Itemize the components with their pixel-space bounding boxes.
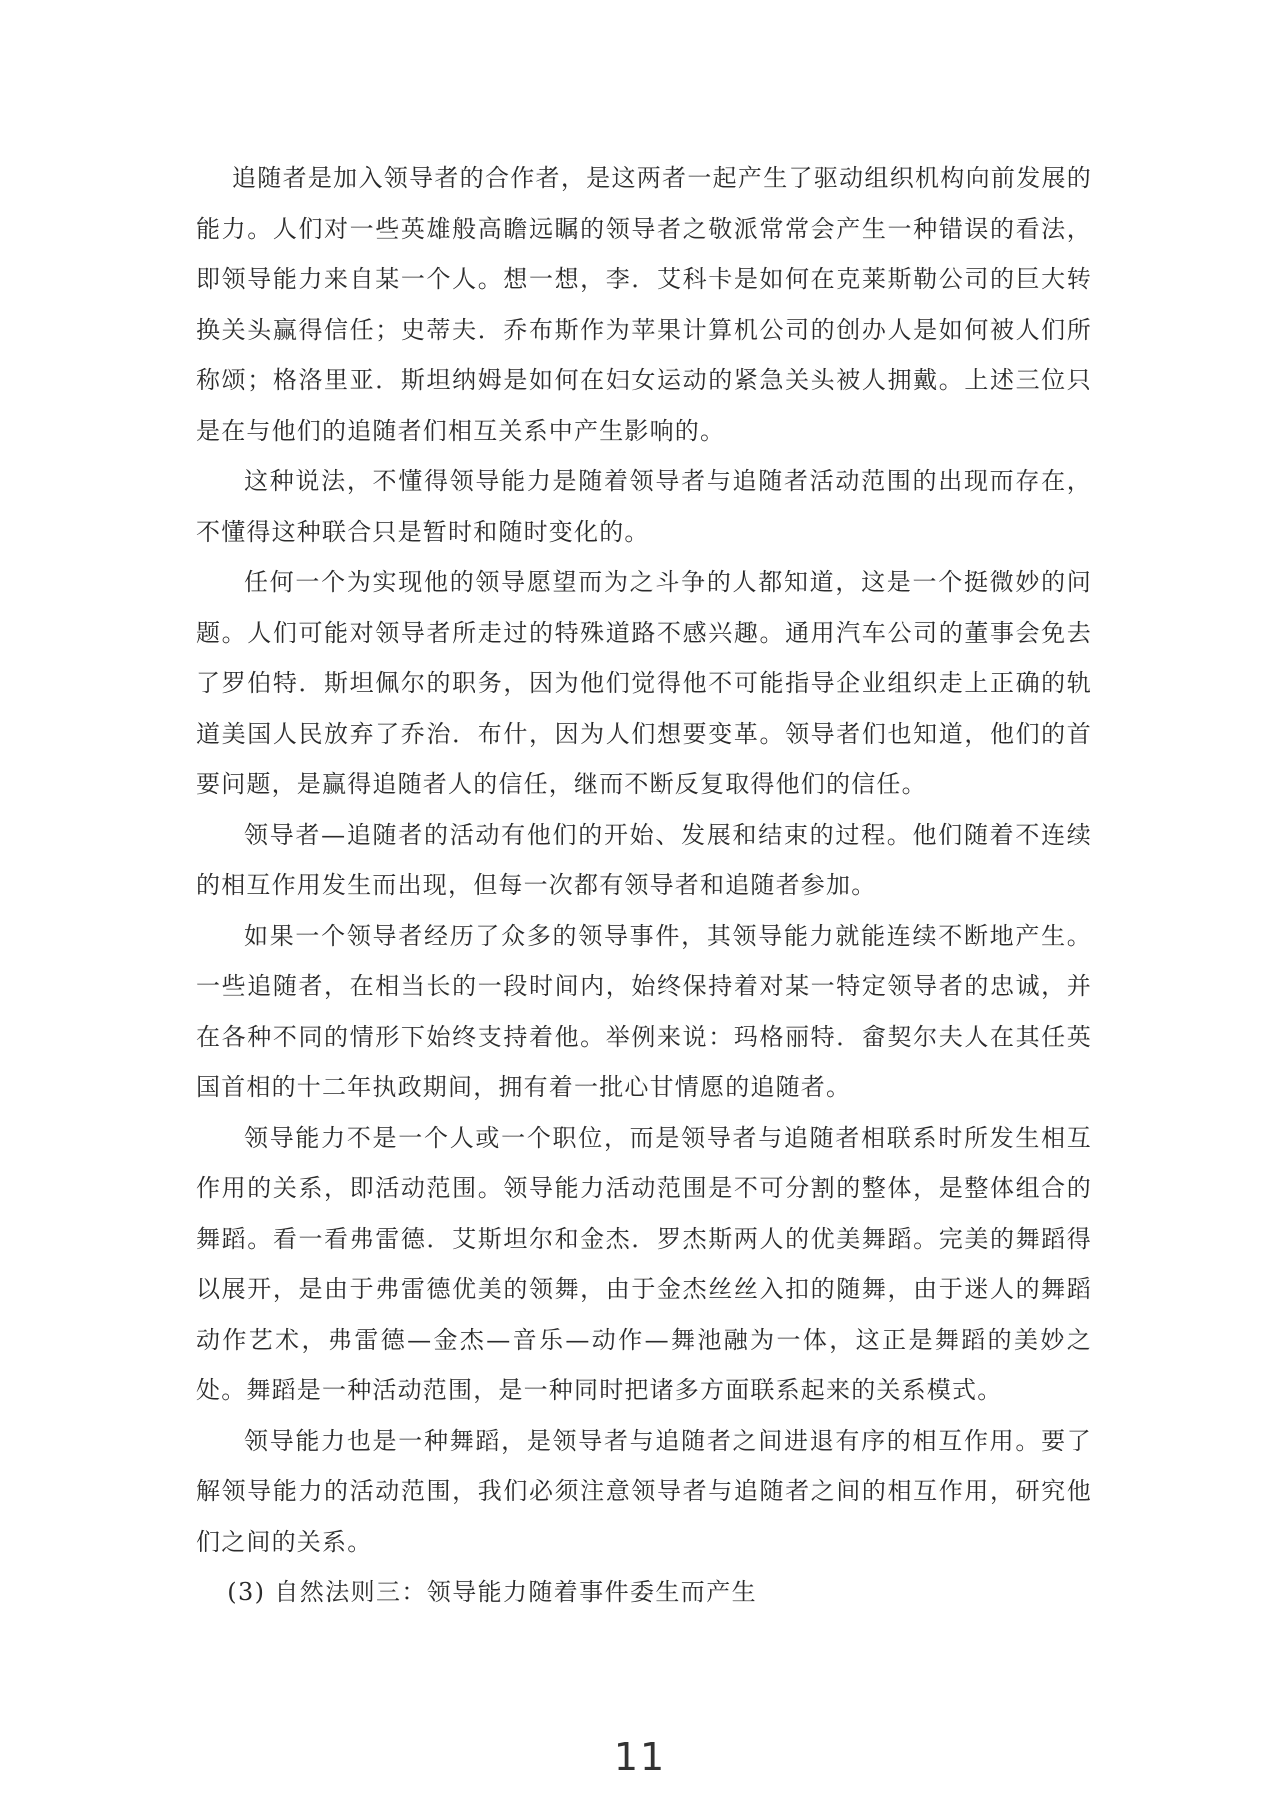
paragraph-misunderstanding: 这种说法，不懂得领导能力是随着领导者与追随者活动范围的出现而存在，不懂得这种联合只是暂时和随时变化的。 [196, 467, 1092, 546]
section-heading: (3) 自然法则三：领导能力随着事件委生而产生 [227, 1578, 758, 1606]
paragraph-leadership-interaction: 领导能力也是一种舞蹈，是领导者与追随者之间进退有序的相互作用。要了解领导能力的活动范围，我们必须注意领导者与追随者之间的相互作用，研究他们之间的关系。 [196, 1426, 1092, 1556]
page-number: 11 [613, 1735, 667, 1779]
paragraph-followers-cooperation: 追随者是加入领导者的合作者，是这两者一起产生了驱动组织机构向前发展的能力。人们对一些英雄般高瞻远瞩的领导者之敬派常常会产生一种错误的看法，即领导能力来自某一个人。想一想，李．艾科卡是如何在克莱斯勒公司的巨大转换关头赢得信任；史蒂夫．乔布斯作为苹果计算机公司的创办人是如何被人们所称颂；格洛里亚．斯坦纳姆是如何在妇女运动的紧急关头被人拥戴。上述三位只是在与他们的追随者们相互关系中产生影响的。 [196, 164, 1092, 445]
page-body [196, 153, 1092, 1618]
paragraph-subtle-problem: 任何一个为实现他的领导愿望而为之斗争的人都知道，这是一个挺微妙的问题。人们可能对领导者所走过的特殊道路不感兴趣。通用汽车公司的董事会免去了罗伯特．斯坦佩尔的职务，因为他们觉得他不可能指导企业组织走上正确的轨道美国人民放弃了乔治．布什，因为人们想要变革。领导者们也知道，他们的首要问题，是赢得追随者人的信任，继而不断反复取得他们的信任。 [196, 568, 1092, 798]
paragraph-leader-follower-activity: 领导者—追随者的活动有他们的开始、发展和结束的过程。他们随着不连续的相互作用发生而出现，但每一次都有领导者和追随者参加。 [196, 820, 1092, 899]
paragraph-leadership-events: 如果一个领导者经历了众多的领导事件，其领导能力就能连续不断地产生。一些追随者，在相当长的一段时间内，始终保持着对某一特定领导者的忠诚，并在各种不同的情形下始终支持着他。举例来说：玛格丽特．畲契尔夫人在其任英国首相的十二年执政期间，拥有着一批心甘情愿的追随者。 [196, 921, 1092, 1101]
paragraph-leadership-dance: 领导能力不是一个人或一个职位，而是领导者与追随者相联系时所发生相互作用的关系，即活动范围。领导能力活动范围是不可分割的整体，是整体组合的舞蹈。看一看弗雷德．艾斯坦尔和金杰．罗杰斯两人的优美舞蹈。完美的舞蹈得以展开，是由于弗雷德优美的领舞，由于金杰丝丝入扣的随舞，由于迷人的舞蹈动作艺术，弗雷德—金杰—音乐—动作—舞池融为一体，这正是舞蹈的美妙之处。舞蹈是一种活动范围，是一种同时把诸多方面联系起来的关系模式。 [196, 1123, 1092, 1404]
